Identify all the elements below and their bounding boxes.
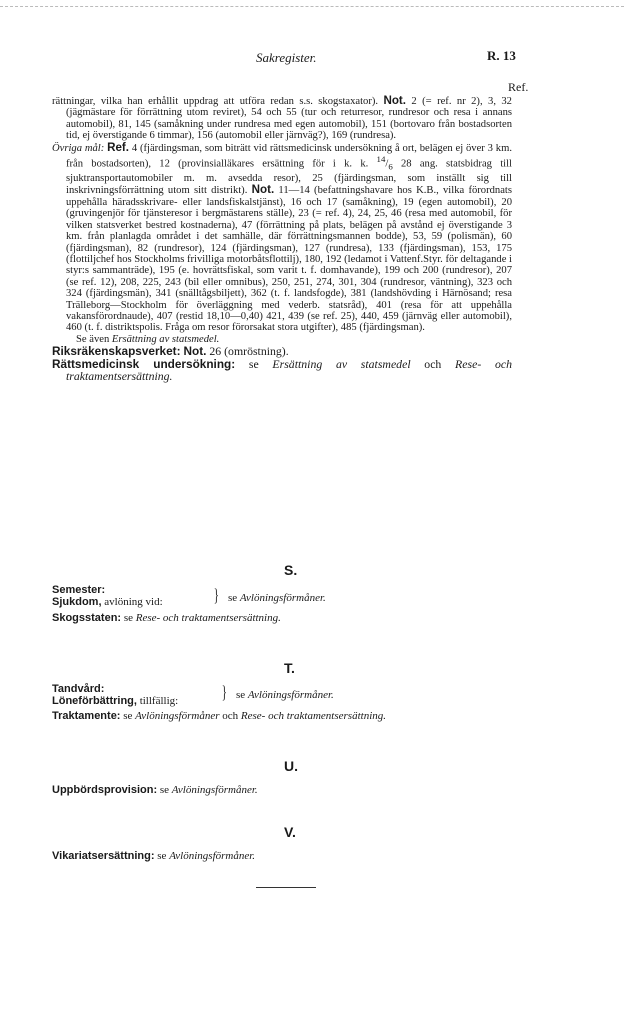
section-letter-v: V. xyxy=(284,824,296,840)
lone-term: Löneförbättring, xyxy=(52,695,137,707)
brace-t: } xyxy=(221,682,227,702)
riks-not-label: Not. xyxy=(183,344,207,359)
riks-term: Riksräkenskapsverket: xyxy=(52,344,181,359)
traktamente-ref-1: Avlöningsförmåner xyxy=(135,710,220,722)
tandvard-lone-group xyxy=(52,683,178,707)
traktamente-term: Traktamente: xyxy=(52,710,121,722)
continued-entry xyxy=(52,95,512,142)
uppbordsprovision-se: se xyxy=(157,784,172,796)
ovriga-text-c: 11—14 (befattningshavare hos K.B., vilka förordnats uppehålla häradsskrivare- eller landsfiskalstjänst), 16 och 17 (samåkning), 19 (egen automobil), 20 (gruvingenjör för tjänsteresor i bergmästarens ställe), 23 (= ref. 4), 24, 25, 46 (resa med automobil, för vilken statsverket bestred kostnaderna), 47 (förrättning på plats, belägen på avstånd ej överstigande 3 km. från planlagda området i det samhälle, där förrättningsmannen bodde), 53, 59 (polismän), 60 (fjärdingsman), 82 (rundresor), 124 (fjärdingsman), 127 (rundresa), 133 (fjärdingsman), 153, 175 (flottiljchef hos Stockholms frivilliga motorbåtsflottilj), 180, 192 (ledamot i Vattenf.Styr. för deltagande i styr:s sammanträde), 195 (e. hovrättsfiskal, som varit t. f. domhavande), 199 och 200 (rundresor), 207 (se ref. 12), 208, 225, 243 (bil eller omnibus), 250, 251, 274, 301, 304 (rundresor, väntning), 323 och 324 (fjärdingsmän), 341 (snälltågsbiljett), 362 (t. f. landsfogde), 381 (landshövding i Härnösand; resa Trälleborg—Stockholm för överläggning med vederb. statsråd), 401 (resa för att uppehålla vakansförordnaude), 407 (restid 18,10—0,40) 421, 439 (se ref. 25), 440, 459 (järnväg eller automobil), 460 (t. f. distriktspolis. Fråga om resor förorsakat stora utgifter), 485 (fjärdingsman). xyxy=(66,185,512,334)
running-title: Sakregister. xyxy=(256,50,317,65)
sjukdom-rest: avlöning vid: xyxy=(101,596,163,608)
ovriga-mal-entry: Övriga mål: Ref. 4 (fjärdingsman, som biträtt vid rättsmedicinsk undersökning å ort, belägen ej över 3 km. från bostadsorten), 12 (provinsialläkares ersättning för i k. k. $^{14}/_6$ 28 ang. statsbidrag till sjuktransportautomobiler m. m. avsedda resor), 25 (fjärdingsman, som inställt sig till inskrivningsförrättning utom sitt distrikt). Not. 11—14 (befattningshavare hos K.B., vilka förordnats uppehålla häradsskrivare- eller landsfiskalstjänst), 16 och 17 (samåkning), 19 (egen automobil), 20 (gruvingenjör för tjänsteresor i bergmästarens ställe), 23 (= ref. 4), 24, 25, 46 (resa med automobil, för vilken statsverket bestred kostnaderna), 47 (förrättning på plats, belägen på avstånd ej överstigande 3 km. från planlagda området i det samhälle, där förrättningsmannen bodde), 53, 59 (polismän), 60 (fjärdingsman), 82 (rundresor), 124 (fjärdingsman), 127 (rundresa), 133 (fjärdingsman), 153, 175 (flottiljchef hos Stockholms frivilliga motorbåtsflottilj), 180, 192 (ledamot i Vattenf.Styr. för deltagande i styr:s sammanträde), 195 (e. hovrättsfiskal, som varit t. f. domhavande), 199 och 200 (rundresor), 207 (se ref. 12), 208, 225, 243 (bil eller omnibus), 250, 251, 274, 301, 304 (rundresor, väntning), 323 och 324 (fjärdingsmän), 341 (snälltågsbiljett), 362 (t. f. landsfogde), 381 (landshövding i Härnösand; resa Trälleborg—Stockholm för överläggning med vederb. statsråd), 401 (resa för att uppehålla vakansförordnaude), 407 (restid 18,10—0,40) 421, 439 (se ref. 25), 440, 459 (järnväg eller automobil), 460 (t. f. distriktspolis. Fråga om resor förorsakat stora utgifter), 485 (fjärdingsman). xyxy=(52,140,512,334)
uppbordsprovision-entry xyxy=(52,784,258,796)
tandvard-term: Tandvård: xyxy=(52,683,105,695)
continued-text-b: 2 (= ref. nr 2), 3, 32 (jägmästare för förrättning utom reviret), 54 och 55 (tur och returresor, rundresor och resa i annans automobil), 81, 145 (samåkning under rundresa med egen automobil), 151 (bortovaro från bostadsorten tid, ej överstigande 6 timmar), 156 (automobil eller järnväg?), 169 (rundresa). xyxy=(66,96,512,142)
ratts-term: Rättsmedicinsk undersökning: xyxy=(52,356,236,371)
uppbordsprovision-ref: Avlöningsförmåner. xyxy=(171,784,258,796)
ovriga-text-a: 4 (fjärdingsman, som biträtt vid rättsmedicinsk undersökning å ort, belägen ej över 3 km. från bostadsorten), 12 (provinsialläkares ersättning för i k. k. xyxy=(66,142,512,170)
scan-top-border xyxy=(0,6,624,7)
traktamente-se: se xyxy=(120,710,136,722)
semester-term: Semester: xyxy=(52,584,106,596)
vikariatsersattning-se: se xyxy=(154,850,170,862)
skogsstaten-ref: Rese- och traktamentsersättning. xyxy=(135,612,281,624)
riks-text: 26 (omröstning). xyxy=(206,344,289,359)
section-letter-t: T. xyxy=(284,660,295,676)
lone-rest: tillfällig: xyxy=(136,695,179,707)
vikariatsersattning-entry xyxy=(52,850,255,862)
se-aven-ref: Ersättning av statsmedel. xyxy=(111,333,220,345)
tandvard-see-prefix: se xyxy=(236,689,248,701)
page-number: R. 13 xyxy=(487,48,516,63)
tandvard-see xyxy=(236,689,334,701)
ratts-se: se xyxy=(235,356,273,371)
semester-sjukdom-group xyxy=(52,584,163,608)
fraction-denominator: 6 xyxy=(388,161,393,172)
vikariatsersattning-ref: Avlöningsförmåner. xyxy=(169,850,256,862)
semester-see-ref: Avlöningsförmåner. xyxy=(239,592,326,604)
not-label: Not. xyxy=(383,94,407,107)
ratts-ref-1: Ersättning av statsmedel xyxy=(272,356,411,371)
traktamente-entry xyxy=(52,710,386,722)
traktamente-ref-2: Rese- och traktamentsersättning. xyxy=(240,710,387,722)
traktamente-och: och xyxy=(219,710,241,722)
ovriga-text-b: 28 ang. statsbidrag till sjuktransportautomobiler m. m. avsedda resor), 25 (fjärdingsman, som inställt sig till inskrivningsförrättning utom sitt distrikt). xyxy=(66,158,512,197)
ref-label: Ref. xyxy=(107,140,130,154)
skogsstaten-se: se xyxy=(121,612,136,624)
se-aven-prefix: Se även xyxy=(76,333,112,345)
skogsstaten-term: Skogsstaten: xyxy=(52,612,122,624)
vikariatsersattning-term: Vikariatsersättning: xyxy=(52,850,155,862)
not-label-2: Not. xyxy=(251,183,275,197)
sjukdom-term: Sjukdom, xyxy=(52,596,102,608)
semester-see-prefix: se xyxy=(228,592,240,604)
uppbordsprovision-term: Uppbördsprovision: xyxy=(52,784,158,796)
ratts-ref-2: Rese- och traktamentsersättning. xyxy=(66,356,512,384)
end-rule xyxy=(256,887,316,888)
brace-s: } xyxy=(213,585,219,605)
skogsstaten-entry xyxy=(52,612,281,624)
section-letter-s: S. xyxy=(284,562,298,578)
continued-text-a: rättningar, vilka han erhållit uppdrag att utföra redan s.s. skogstaxator). xyxy=(52,96,379,107)
rattsmedicinsk-entry xyxy=(52,358,512,383)
register-text-column xyxy=(52,95,512,383)
ref-column-label: Ref. xyxy=(508,80,529,94)
ratts-och: och xyxy=(410,356,456,371)
section-letter-u: U. xyxy=(284,758,298,774)
ovriga-mal-label: Övriga mål: xyxy=(52,142,105,154)
fraction-numerator: 14 xyxy=(376,154,386,165)
semester-see xyxy=(228,592,326,604)
tandvard-see-ref: Avlöningsförmåner. xyxy=(247,689,334,701)
